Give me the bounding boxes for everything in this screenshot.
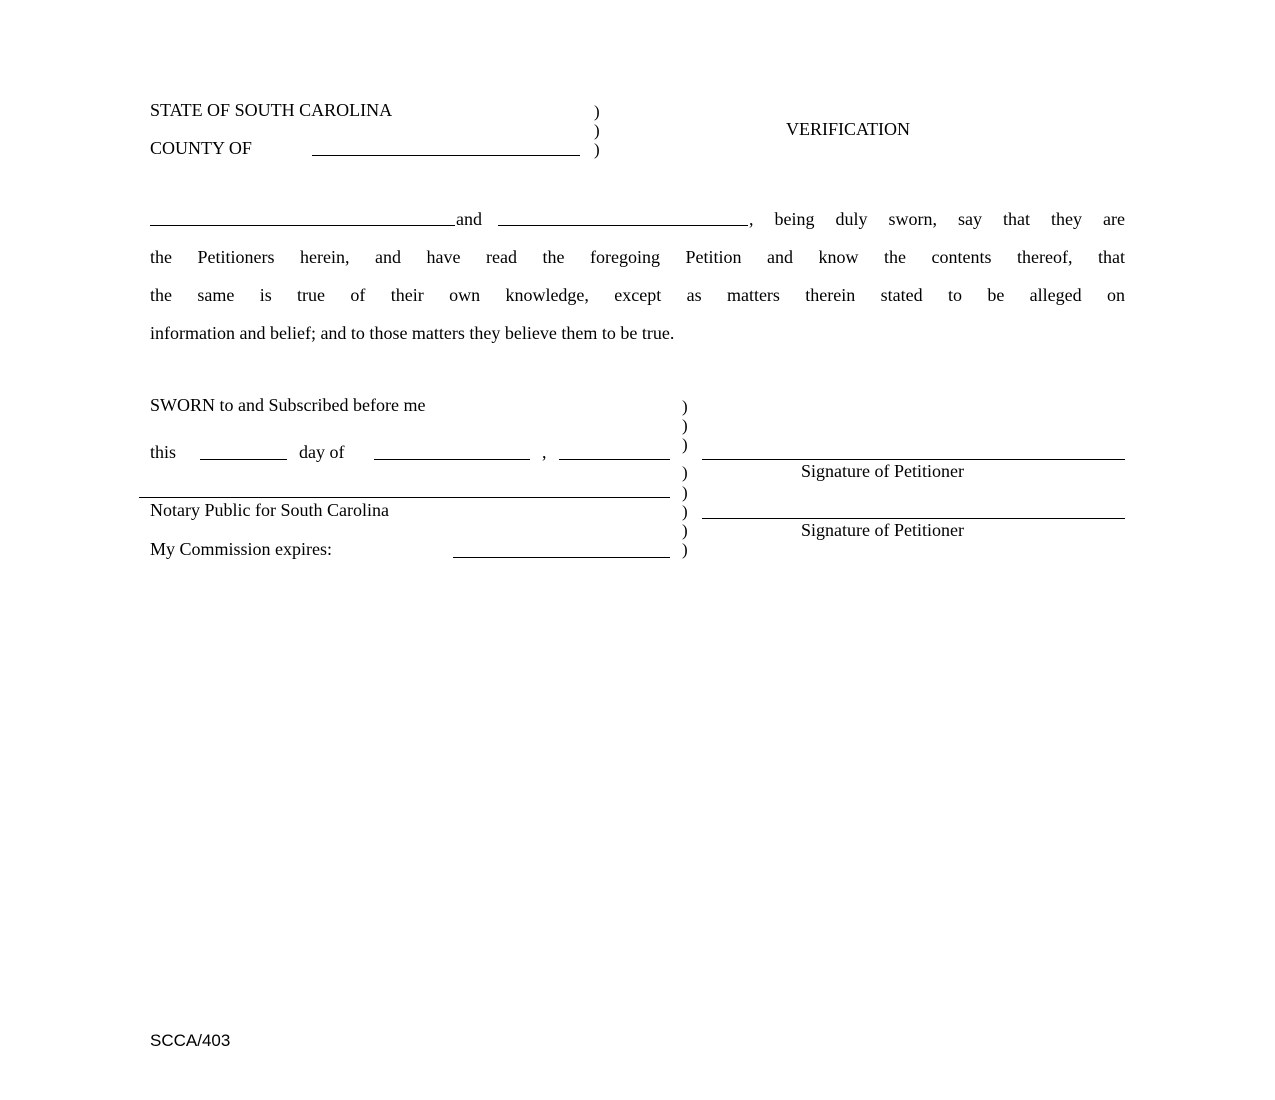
petitioner-2-name-field[interactable] <box>498 225 748 226</box>
year-field[interactable] <box>559 459 670 460</box>
form-code: SCCA/403 <box>150 1031 231 1050</box>
body-line-3: the same is true of their own knowledge, except as matters therein stated to be alleged on <box>150 285 1125 305</box>
day-field[interactable] <box>200 459 287 460</box>
day-of-label: day of <box>299 442 345 462</box>
month-field[interactable] <box>374 459 530 460</box>
notary-label: Notary Public for South Carolina <box>150 500 389 520</box>
notary-paren-7: ) <box>682 521 688 540</box>
commission-label: My Commission expires: <box>150 539 333 559</box>
notary-paren-1: ) <box>682 397 688 416</box>
header-paren-3: ) <box>594 140 600 159</box>
county-field[interactable] <box>312 155 580 156</box>
date-comma: , <box>542 442 547 462</box>
notary-paren-8: ) <box>682 540 688 559</box>
body-line-4: information and belief; and to those matters they believe them to be true. <box>150 323 675 343</box>
this-label: this <box>150 442 177 462</box>
and-connector: and <box>456 209 482 229</box>
petitioner-2-signature-label: Signature of Petitioner <box>801 520 964 540</box>
header-paren-1: ) <box>594 102 600 121</box>
petitioner-2-signature-line[interactable] <box>702 518 1125 519</box>
notary-paren-6: ) <box>682 502 688 521</box>
petitioner-1-signature-label: Signature of Petitioner <box>801 461 964 481</box>
notary-paren-5: ) <box>682 483 688 502</box>
petitioner-1-name-field[interactable] <box>150 225 455 226</box>
county-label: COUNTY OF <box>150 138 252 158</box>
notary-paren-2: ) <box>682 416 688 435</box>
sworn-text: SWORN to and Subscribed before me <box>150 395 426 415</box>
body-line-1-tail: , being duly sworn, say that they are <box>749 209 1125 229</box>
notary-paren-4: ) <box>682 463 688 482</box>
petitioner-1-signature-line[interactable] <box>702 459 1125 460</box>
header-paren-2: ) <box>594 121 600 140</box>
commission-expiry-field[interactable] <box>453 557 670 558</box>
document-title: VERIFICATION <box>786 119 910 139</box>
notary-paren-3: ) <box>682 435 688 454</box>
notary-signature-line[interactable] <box>139 497 670 498</box>
state-label: STATE OF SOUTH CAROLINA <box>150 100 393 120</box>
body-line-2: the Petitioners herein, and have read the foregoing Petition and know the contents thereof, that <box>150 247 1125 267</box>
